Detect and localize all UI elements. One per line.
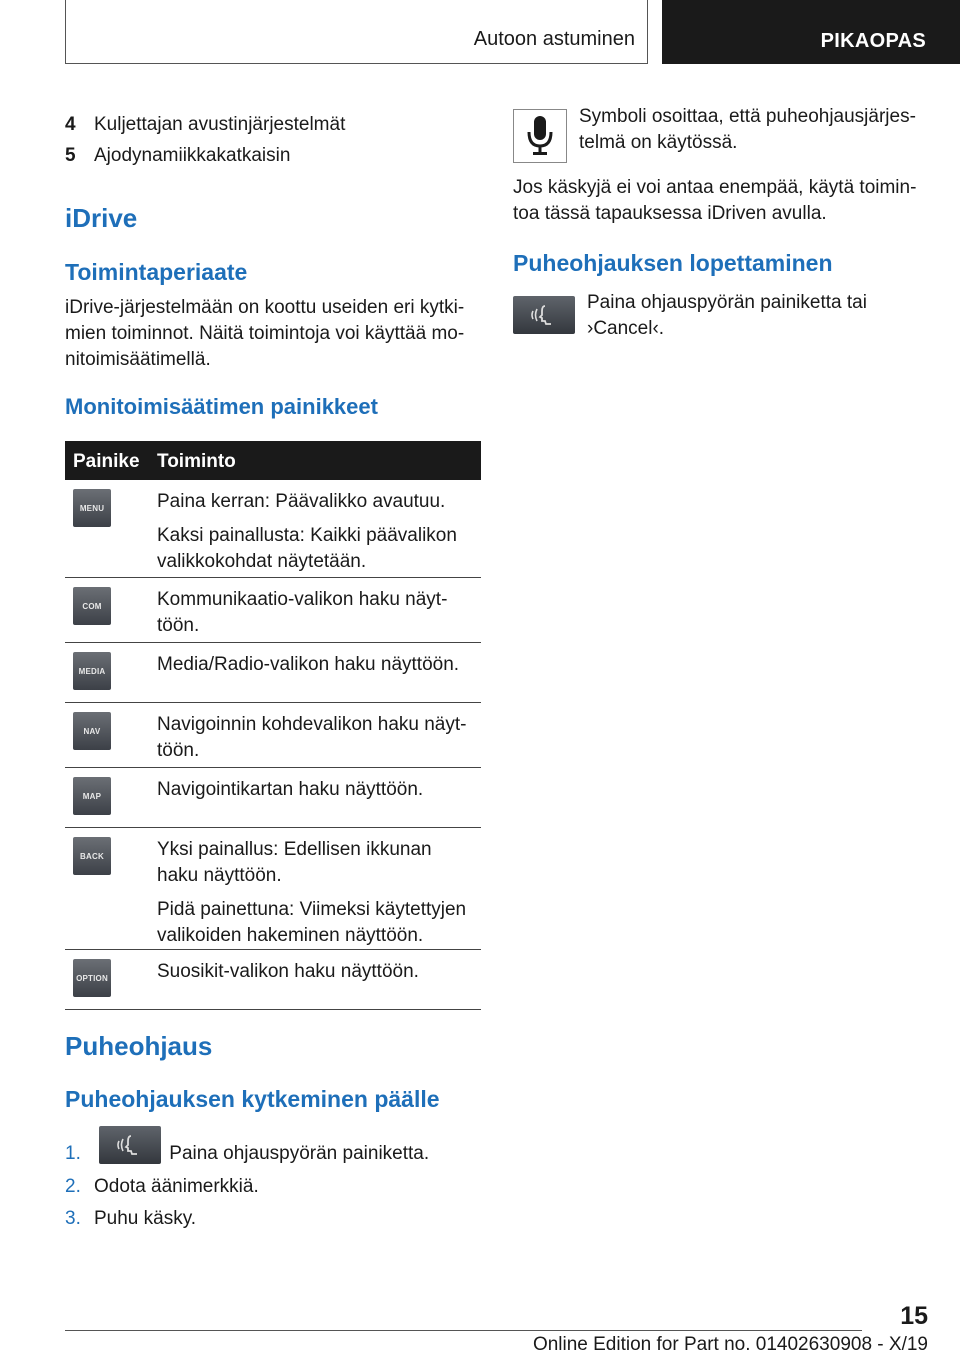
voice-button-icon — [99, 1126, 161, 1164]
table-cell-text: Pidä painettuna: Viimeksi käytettyjen valikoiden hakeminen näyttöön. — [157, 899, 467, 946]
list-item-text: Kuljettajan avustinjärjestelmät — [94, 114, 346, 135]
map-button-icon: MAP — [73, 777, 111, 815]
paragraph-line: nitoimisäätimellä. — [65, 349, 211, 370]
back-button-icon: BACK — [73, 837, 111, 875]
table-cell-text: Navigointikartan haku näyttöön. — [157, 779, 424, 800]
buttons-heading: Monitoimisäätimen painikkeet — [65, 394, 378, 419]
voice-title: Puheohjaus — [65, 1031, 213, 1061]
table-header-painike: Painike — [73, 451, 140, 472]
header-tab-label: PIKAOPAS — [820, 30, 926, 52]
table-header-toiminto: Toiminto — [157, 451, 236, 472]
table-cell-text: Kommunikaatio-valikon haku näyt- töön. — [157, 589, 448, 636]
media-button-icon: MEDIA — [73, 652, 111, 690]
nav-button-icon: NAV — [73, 712, 111, 750]
table-row — [65, 828, 481, 950]
header-tab — [662, 0, 960, 64]
table-row — [65, 643, 481, 703]
end-voice-text — [587, 290, 927, 342]
end-voice-heading: Puheohjauksen lopettaminen — [513, 250, 833, 276]
step-number: 1. — [65, 1143, 81, 1164]
step-number: 3. — [65, 1208, 81, 1229]
idrive-subtitle: Toimintaperiaate — [65, 259, 248, 285]
table-row — [65, 578, 481, 643]
list-item — [65, 1141, 429, 1167]
table-row — [65, 768, 481, 828]
paragraph-line: Jos käskyjä ei voi antaa enempää, käytä toimin- — [513, 177, 917, 198]
step-text: Puhu käsky. — [94, 1208, 197, 1229]
table-cell-text: Suosikit-valikon haku näyttöön. — [157, 961, 419, 982]
table-row — [65, 480, 481, 578]
list-item-number: 4 — [65, 114, 76, 135]
paragraph-line: telmä on käytössä. — [579, 132, 738, 153]
right-paragraph — [513, 175, 943, 227]
list-item-number: 5 — [65, 145, 76, 166]
paragraph-line: mien toiminnot. Näitä toimintoja voi käyttää mo- — [65, 323, 465, 344]
paragraph-line: Symboli osoittaa, että puheohjausjärjes- — [579, 106, 916, 127]
list-item — [65, 1206, 196, 1232]
table-cell-text: Navigoinnin kohdevalikon haku näyt- töön. — [157, 714, 467, 761]
list-item-text: Ajodynamiikkakatkaisin — [94, 145, 291, 166]
com-button-icon: COM — [73, 587, 111, 625]
option-button-icon: OPTION — [73, 959, 111, 997]
table-cell-text: Yksi painallus: Edellisen ikkunan haku näyttöön. — [157, 839, 432, 886]
step-text: Paina ohjauspyörän painiketta. — [169, 1143, 430, 1164]
step-text: Odota äänimerkkiä. — [94, 1176, 259, 1197]
idrive-title: iDrive — [65, 203, 138, 233]
table-row — [65, 703, 481, 768]
header-section-title: Autoon astuminen — [473, 28, 635, 50]
paragraph-line: Paina ohjauspyörän painiketta tai — [587, 292, 867, 313]
step-number: 2. — [65, 1176, 81, 1197]
voice-subtitle: Puheohjauksen kytkeminen päälle — [65, 1086, 440, 1112]
idrive-paragraph — [65, 295, 485, 373]
voice-button-icon — [513, 296, 575, 334]
paragraph-line: toa tässä tapauksessa iDriven avulla. — [513, 203, 827, 224]
table-header — [65, 441, 481, 480]
microphone-icon — [513, 109, 567, 163]
table-cell-text: Paina kerran: Päävalikko avautuu. — [157, 491, 446, 512]
list-item — [65, 143, 290, 169]
page-number: 15 — [900, 1302, 928, 1330]
header-section-box — [65, 0, 648, 64]
footer-edition: Online Edition for Part no. 01402630908 - X/19 — [532, 1334, 928, 1355]
paragraph-line: ›Cancel‹. — [587, 318, 665, 339]
buttons-table — [65, 441, 481, 1010]
footer-divider — [65, 1330, 862, 1331]
table-row — [65, 950, 481, 1010]
table-cell-text: Media/Radio-valikon haku näyttöön. — [157, 654, 460, 675]
table-cell-text: Kaksi painallusta: Kaikki päävalikon valikkokohdat näytetään. — [157, 525, 457, 572]
list-item — [65, 1174, 259, 1200]
paragraph-line: iDrive-järjestelmään on koottu useiden eri kytki- — [65, 297, 465, 318]
menu-button-icon: MENU — [73, 489, 111, 527]
list-item — [65, 112, 345, 138]
symbol-description — [579, 104, 939, 156]
